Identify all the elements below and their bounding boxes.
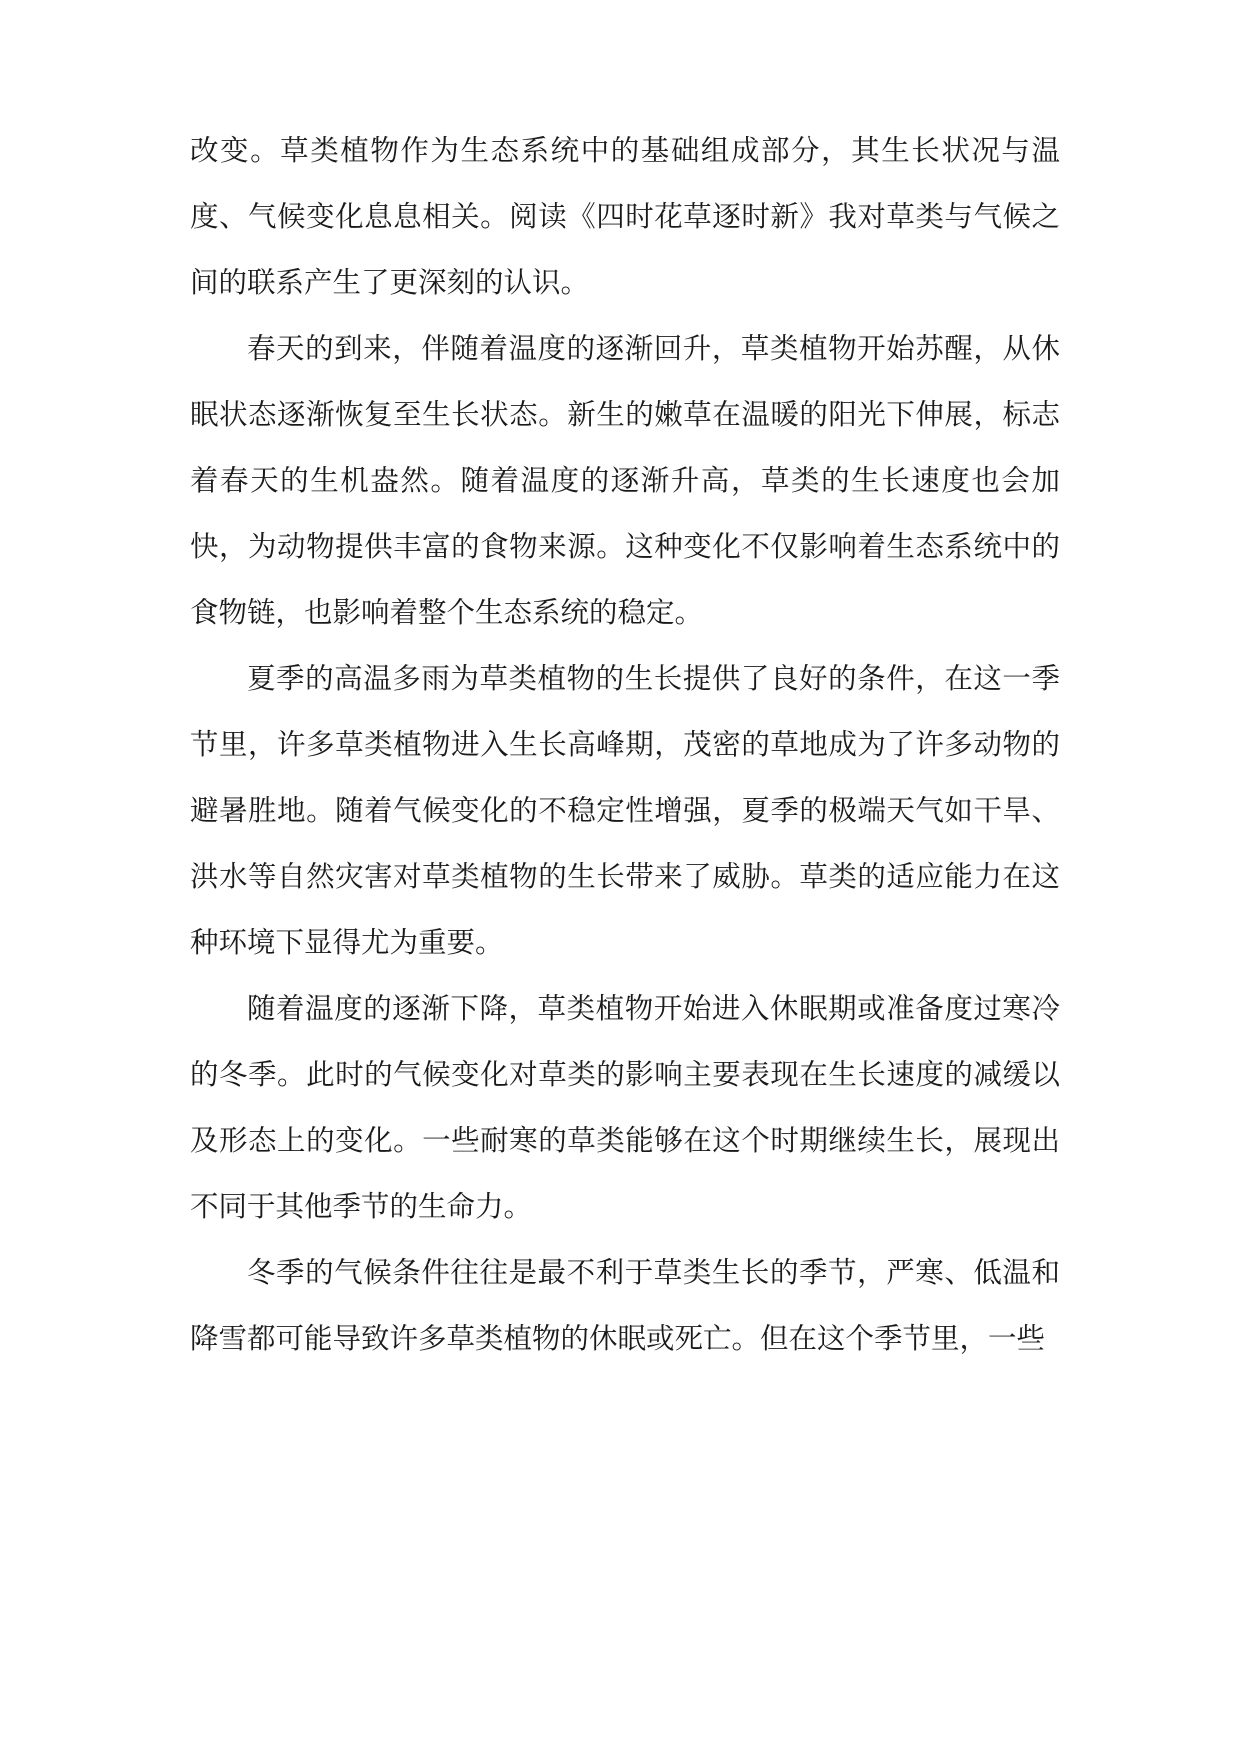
paragraph-2: 春天的到来，伴随着温度的逐渐回升，草类植物开始苏醒，从休眠状态逐渐恢复至生长状态。新生的嫩草在温暖的阳光下伸展，标志着春天的生机盎然。随着温度的逐渐升高，草类的生长速度也会加快，为动物提供丰富的食物来源。这种变化不仅影响着生态系统中的食物链，也影响着整个生态系统的稳定。 — [190, 332, 1060, 629]
paragraph-3: 夏季的高温多雨为草类植物的生长提供了良好的条件，在这一季节里，许多草类植物进入生长高峰期，茂密的草地成为了许多动物的避暑胜地。随着气候变化的不稳定性增强，夏季的极端天气如干旱、洪水等自然灾害对草类植物的生长带来了威胁。草类的适应能力在这种环境下显得尤为重要。 — [190, 662, 1060, 959]
paragraph-1: 改变。草类植物作为生态系统中的基础组成部分，其生长状况与温度、气候变化息息相关。阅读《四时花草逐时新》我对草类与气候之间的联系产生了更深刻的认识。 — [190, 134, 1060, 299]
document-body — [190, 118, 1060, 1372]
paragraph-4: 随着温度的逐渐下降，草类植物开始进入休眠期或准备度过寒冷的冬季。此时的气候变化对草类的影响主要表现在生长速度的减缓以及形态上的变化。一些耐寒的草类能够在这个时期继续生长，展现出不同于其他季节的生命力。 — [190, 992, 1060, 1223]
paragraph-5: 冬季的气候条件往往是最不利于草类生长的季节，严寒、低温和降雪都可能导致许多草类植物的休眠或死亡。但在这个季节里，一些 — [190, 1256, 1060, 1355]
